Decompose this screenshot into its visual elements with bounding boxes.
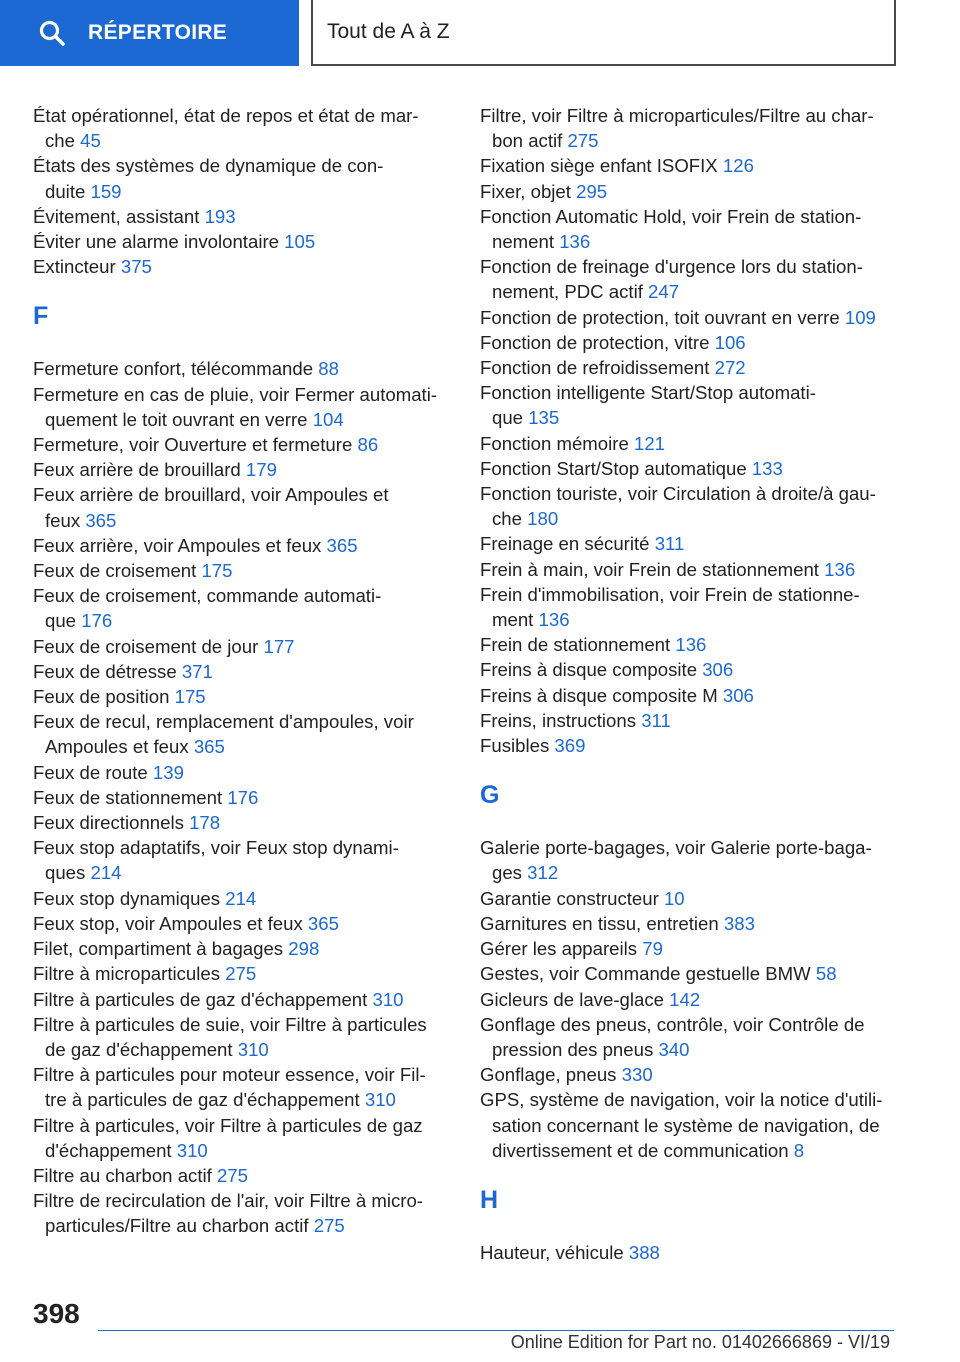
index-entry-text: Fermeture en cas de pluie, voir Fermer automati- [33, 383, 438, 405]
index-page-link[interactable]: 79 [642, 938, 663, 960]
index-page-link[interactable]: 275 [313, 1215, 345, 1237]
index-page-link[interactable]: 8 [793, 1139, 805, 1161]
index-entry-text: Fermeture confort, télécommande [33, 358, 314, 380]
index-entry [33, 1062, 483, 1112]
index-page-link[interactable]: 193 [204, 205, 236, 227]
index-entry-continuation: che [45, 130, 75, 152]
index-entry-text: Freinage en sécurité [480, 533, 650, 555]
index-entry-text: Feux de route [33, 761, 148, 783]
index-entry [33, 785, 483, 810]
index-entry [480, 632, 930, 657]
index-page-link[interactable]: 178 [189, 812, 221, 834]
index-page-link[interactable]: 45 [80, 130, 101, 152]
index-entry-continuation: duite [45, 180, 86, 202]
index-entry-text: Fonction Start/Stop automatique [480, 457, 747, 479]
index-entry-continuation: quement le toit ouvrant en verre [45, 408, 308, 430]
index-entry-text: Filtre, voir Filtre à microparticules/Filtre au char- [480, 105, 874, 126]
index-entry-continuation: ment [492, 609, 534, 631]
index-page-link[interactable]: 310 [372, 988, 404, 1010]
index-entry [33, 457, 483, 482]
index-page-link[interactable]: 369 [554, 735, 586, 757]
index-entry [33, 229, 483, 254]
index-entry-text: Filtre à particules pour moteur essence, voir Fil- [33, 1064, 426, 1086]
index-entry [480, 531, 930, 556]
index-entry [480, 987, 930, 1012]
index-entry-continuation: Ampoules et feux [45, 736, 189, 758]
index-entry [480, 657, 930, 682]
index-entry-continuation: bon actif [492, 130, 563, 152]
index-entry-continuation: nement, PDC actif [492, 281, 643, 303]
index-page-link[interactable]: 311 [641, 709, 671, 731]
index-entry [480, 456, 930, 481]
index-entry-text: Freins, instructions [480, 709, 637, 731]
index-entry [33, 911, 483, 936]
index-entry-text: Filtre de recirculation de l'air, voir Filtre à micro- [33, 1190, 423, 1212]
index-entry [33, 936, 483, 961]
index-entry-text: Gonflage des pneus, contrôle, voir Contrôle de [480, 1013, 865, 1035]
index-search-button[interactable] [0, 0, 299, 66]
index-entry [480, 1087, 930, 1163]
index-entry [33, 432, 483, 457]
index-entry-text: Fonction de protection, vitre [480, 331, 710, 353]
index-entry-text: Garantie constructeur [480, 887, 659, 909]
index-page-link[interactable]: 106 [714, 331, 746, 353]
index-entry-text: Feux stop adaptatifs, voir Feux stop dynami- [33, 837, 399, 859]
index-entry-continuation: ges [492, 862, 522, 884]
index-entry-text: Filtre au charbon actif [33, 1164, 212, 1186]
index-page-link[interactable]: 371 [181, 660, 213, 682]
index-entry-continuation: sation concernant le système de navigation, de [492, 1114, 880, 1136]
index-entry [33, 153, 483, 203]
index-entry-text: Feux de détresse [33, 660, 177, 682]
index-entry-continuation: particules/Filtre au charbon actif [45, 1215, 309, 1237]
index-entry [33, 684, 483, 709]
index-entry-text: Feux de croisement de jour [33, 635, 259, 657]
index-page-link[interactable]: 306 [722, 684, 754, 706]
index-entry [33, 583, 483, 633]
index-page-link[interactable]: 214 [225, 887, 257, 909]
index-entry [33, 204, 483, 229]
section-title: Tout de A à Z [311, 0, 896, 66]
index-page-link[interactable]: 295 [576, 180, 608, 202]
index-entry-text: Fonction de freinage d'urgence lors du station- [480, 256, 863, 278]
index-entry-continuation: feux [45, 509, 81, 531]
index-entry-text: Feux arrière de brouillard, voir Ampoules et [33, 484, 389, 506]
index-page-link[interactable]: 104 [312, 408, 344, 430]
index-entry [480, 431, 930, 456]
index-page-link[interactable]: 310 [176, 1139, 208, 1161]
index-entry [480, 380, 930, 430]
index-page-link[interactable]: 275 [567, 130, 599, 152]
index-entry [33, 482, 483, 532]
index-page-link[interactable]: 159 [90, 180, 122, 202]
index-entry [33, 810, 483, 835]
index-page-link[interactable]: 105 [284, 231, 316, 253]
index-entry-text: Feux arrière de brouillard [33, 459, 241, 481]
index-letter-heading: F [33, 302, 49, 331]
index-search-label: RÉPERTOIRE [88, 21, 228, 44]
index-page-link[interactable]: 58 [815, 963, 837, 985]
index-page-link[interactable]: 375 [120, 256, 152, 278]
index-entry-text: Feux stop dynamiques [33, 887, 221, 909]
index-entry-text: Feux de croisement, commande automati- [33, 585, 382, 607]
index-entry [33, 558, 483, 583]
index-page-link[interactable]: 142 [669, 988, 701, 1010]
index-entry-text: Filtre à microparticules [33, 963, 221, 985]
index-entry-continuation: divertissement et de communication [492, 1139, 789, 1161]
index-entry-continuation: d'échappement [45, 1139, 172, 1161]
index-entry-continuation: que [492, 407, 524, 429]
index-letter-heading: H [480, 1185, 499, 1214]
index-entry-continuation: tre à particules de gaz d'échappement [45, 1089, 360, 1111]
index-entry [480, 481, 930, 531]
index-page-link[interactable]: 365 [326, 534, 358, 556]
index-page-link[interactable]: 310 [364, 1089, 396, 1111]
index-entry-text: Gonflage, pneus [480, 1064, 617, 1086]
index-entry-continuation: de gaz d'échappement [45, 1038, 233, 1060]
index-entry [480, 1062, 930, 1087]
index-entry [480, 961, 930, 986]
index-column-right [480, 103, 930, 1265]
index-page-link[interactable]: 175 [174, 686, 206, 708]
index-letter-heading: G [480, 781, 500, 810]
index-entry-text: Fixer, objet [480, 180, 571, 202]
index-entry [33, 961, 483, 986]
index-entry [480, 1240, 930, 1265]
index-page-link[interactable]: 298 [288, 938, 320, 960]
index-entry [480, 886, 930, 911]
index-entry [480, 683, 930, 708]
index-entry-text: Feux directionnels [33, 812, 184, 834]
index-entry [480, 153, 930, 178]
index-page-link[interactable]: 388 [628, 1241, 660, 1263]
index-entry-continuation: nement [492, 231, 555, 253]
index-page-link[interactable]: 136 [559, 231, 591, 253]
index-entry [33, 1012, 483, 1062]
index-entry [33, 987, 483, 1012]
index-entry [33, 659, 483, 684]
index-entry [33, 1188, 483, 1238]
top-bar [0, 0, 960, 66]
index-page-link[interactable]: 176 [227, 786, 259, 808]
index-page-link[interactable]: 340 [658, 1038, 690, 1060]
footer-edition-text: Online Edition for Part no. 01402666869 - VI/19 [510, 1332, 890, 1352]
index-page-link[interactable]: 383 [723, 912, 755, 934]
index-page-link[interactable]: 272 [714, 357, 746, 379]
index-entry-text: États des systèmes de dynamique de con- [33, 155, 384, 177]
index-entry-text: Filtre à particules de suie, voir Filtre à particules [33, 1013, 427, 1035]
index-entry-text: Fonction mémoire [480, 432, 629, 454]
index-page-link[interactable]: 310 [237, 1038, 269, 1060]
index-entry-text: Filtre à particules de gaz d'échappement [33, 988, 368, 1010]
index-page-link[interactable]: 365 [307, 912, 339, 934]
index-entry-continuation: pression des pneus [492, 1038, 654, 1060]
index-entry-text: Fonction touriste, voir Circulation à droite/à gau- [480, 483, 876, 505]
index-page-link[interactable]: 365 [193, 736, 225, 758]
index-entry [33, 709, 483, 759]
index-page-link[interactable]: 275 [225, 963, 257, 985]
index-entry [33, 1163, 483, 1188]
index-entry-text: Gicleurs de lave-glace [480, 988, 664, 1010]
index-entry [33, 382, 483, 432]
index-page-link[interactable]: 275 [216, 1164, 248, 1186]
index-entry [33, 254, 483, 279]
index-entry-text: Hauteur, véhicule [480, 1241, 624, 1263]
index-entry-text: Feux de croisement [33, 560, 197, 582]
index-entry-text: Freins à disque composite [480, 659, 698, 681]
index-page-link[interactable]: 177 [263, 635, 295, 657]
index-page-link[interactable]: 88 [318, 358, 339, 380]
index-page-link[interactable]: 136 [824, 558, 856, 580]
index-page-link[interactable]: 121 [633, 432, 666, 454]
index-page-link[interactable]: 175 [201, 560, 233, 582]
index-entry [33, 634, 483, 659]
index-page-link[interactable]: 330 [621, 1064, 653, 1086]
index-entry-text: État opérationnel, état de repos et état de mar- [33, 105, 419, 126]
index-entry-continuation: que [45, 610, 77, 632]
index-page-link[interactable]: 312 [527, 862, 559, 884]
index-page-link[interactable]: 176 [81, 610, 113, 632]
page-number: 398 [33, 1298, 80, 1329]
index-entry [33, 533, 483, 558]
index-entry [480, 733, 930, 758]
index-entry [480, 1012, 930, 1062]
search-icon [38, 19, 66, 47]
index-page-link[interactable]: 365 [85, 509, 117, 531]
index-entry [480, 254, 930, 304]
index-page-link[interactable]: 10 [663, 887, 685, 909]
footer-divider [98, 1330, 894, 1331]
index-entry [33, 760, 483, 785]
index-entry-text: GPS, système de navigation, voir la notice d'utili- [480, 1089, 883, 1111]
index-entry [480, 708, 930, 733]
index-entry [480, 835, 930, 885]
index-entry [33, 103, 483, 153]
index-page-link[interactable]: 136 [675, 634, 707, 656]
index-entry-text: Fonction Automatic Hold, voir Frein de station- [480, 205, 862, 227]
index-entry [480, 911, 930, 936]
index-entry [480, 204, 930, 254]
index-entry-text: Fusibles [480, 735, 550, 757]
index-page-link[interactable]: 133 [751, 457, 783, 479]
index-entry-continuation: che [492, 508, 522, 530]
index-entry [33, 835, 483, 885]
index-entry-text: Gestes, voir Commande gestuelle BMW [480, 963, 811, 985]
index-entry [480, 936, 930, 961]
index-entry [33, 886, 483, 911]
index-entry-text: Freins à disque composite M [480, 684, 718, 706]
index-page-link[interactable]: 311 [654, 533, 685, 555]
index-entry-text: Éviter une alarme involontaire [33, 231, 279, 253]
index-entry-text: Feux de position [33, 686, 170, 708]
index-entry [33, 356, 483, 381]
index-entry-text: Fermeture, voir Ouverture et fermeture [33, 434, 353, 456]
index-entry [480, 355, 930, 380]
index-entry [480, 305, 930, 330]
index-entry-text: Feux stop, voir Ampoules et feux [33, 912, 303, 934]
index-entry-text: Galerie porte-bagages, voir Galerie porte-baga- [480, 837, 872, 859]
index-entry [480, 330, 930, 355]
index-entry [480, 557, 930, 582]
index-entry-text: Feux arrière, voir Ampoules et feux [33, 534, 322, 556]
index-entry-text: Gérer les appareils [480, 938, 638, 960]
index-page-link[interactable]: 306 [702, 659, 734, 681]
index-entry-text: Fixation siège enfant ISOFIX [480, 155, 718, 177]
index-entry-continuation: ques [45, 862, 86, 884]
index-page-link[interactable]: 126 [722, 155, 754, 177]
index-page-link[interactable]: 247 [648, 281, 680, 303]
index-page-link[interactable]: 180 [527, 508, 559, 530]
index-entry [33, 1113, 483, 1163]
index-column-left [33, 103, 483, 1239]
index-entry-text: Filet, compartiment à bagages [33, 938, 284, 960]
index-entry-text: Feux de stationnement [33, 786, 223, 808]
index-page-link[interactable]: 139 [152, 761, 184, 783]
index-page-link[interactable]: 179 [245, 459, 277, 481]
index-entry-text: Fonction de protection, toit ouvrant en verre [480, 306, 840, 328]
index-page-link[interactable]: 135 [528, 407, 560, 429]
index-page-link[interactable]: 86 [357, 434, 379, 456]
index-entry-text: Frein à main, voir Frein de stationnement [480, 558, 819, 580]
index-entry-text: Frein d'immobilisation, voir Frein de stationne- [480, 583, 860, 605]
index-entry [480, 179, 930, 204]
index-page-link[interactable]: 214 [90, 862, 122, 884]
index-entry [480, 103, 930, 153]
index-entry-text: Évitement, assistant [33, 205, 200, 227]
index-page-link[interactable]: 136 [538, 609, 570, 631]
index-entry-text: Frein de stationnement [480, 634, 671, 656]
index-entry-text: Extincteur [33, 256, 116, 278]
index-entry-text: Feux de recul, remplacement d'ampoules, voir [33, 711, 414, 733]
index-page-link[interactable]: 109 [844, 306, 876, 328]
index-entry-text: Filtre à particules, voir Filtre à particules de gaz [33, 1114, 423, 1136]
index-entry [480, 582, 930, 632]
index-entry-text: Garnitures en tissu, entretien [480, 912, 719, 934]
index-entry-text: Fonction intelligente Start/Stop automati- [480, 382, 816, 404]
index-entry-text: Fonction de refroidissement [480, 357, 710, 379]
